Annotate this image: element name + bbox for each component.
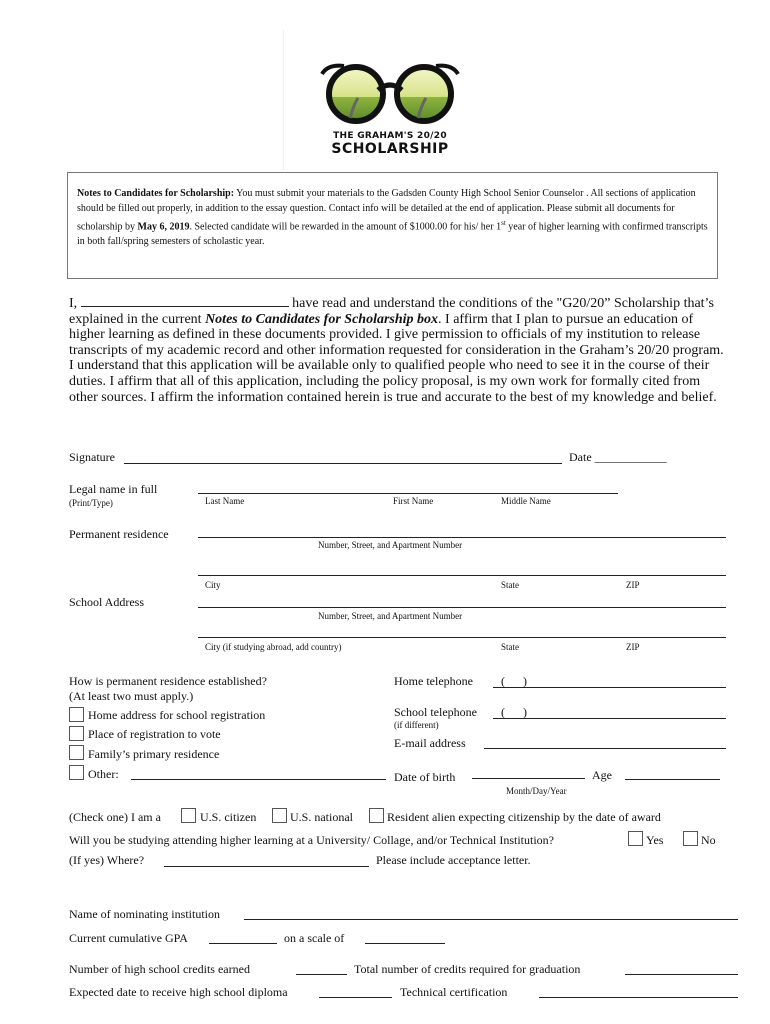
faint-divider: [283, 30, 284, 170]
school-state-label: State: [501, 642, 519, 652]
other-label: Other:: [88, 767, 119, 781]
residence-question-note: (At least two must apply.): [69, 689, 194, 703]
home-address-label: Home address for school registration: [88, 708, 266, 722]
signature-field[interactable]: [124, 463, 562, 464]
notes-deadline: May 6, 2019: [137, 221, 190, 233]
dob-field[interactable]: [472, 778, 585, 779]
us-citizen-checkbox[interactable]: [181, 808, 196, 823]
logo-line2: SCHOLARSHIP: [331, 141, 449, 157]
where-field[interactable]: [164, 866, 369, 867]
us-national-checkbox[interactable]: [272, 808, 287, 823]
permanent-street-field[interactable]: [198, 537, 726, 538]
yes-checkbox[interactable]: [628, 831, 643, 846]
affirm-bold: Notes to Candidates for Scholarship box: [205, 311, 439, 327]
credits-field[interactable]: [296, 974, 347, 975]
home-telephone-area: ( ): [501, 674, 527, 688]
logo-line1: THE GRAHAM'S 20/20: [333, 131, 447, 141]
notes-sup: st: [501, 219, 506, 227]
school-street-field[interactable]: [198, 607, 726, 608]
dob-hint: Month/Day/Year: [506, 786, 567, 796]
notes-heading: Notes to Candidates for Scholarship:: [77, 188, 235, 199]
total-credits-field[interactable]: [625, 974, 738, 975]
family-checkbox[interactable]: [69, 745, 84, 760]
school-telephone-field[interactable]: [493, 718, 726, 719]
will-study-question: Will you be studying attending higher learning at a University/ Collage, and/or Technical Institution?: [69, 833, 555, 847]
school-city-label: City (if studying abroad, add country): [205, 642, 342, 652]
other-checkbox[interactable]: [69, 765, 84, 780]
notes-text1: You must submit your materials to the Gadsden County High School Senior Counselor . All sections of application should be filled out properly, in addition to the essay question. Contact info will be detailed at the end of application. Please submit all documents for scholarship by: [77, 188, 696, 233]
date-label[interactable]: Date ____________: [569, 450, 667, 464]
scale-label: on a scale of: [284, 931, 345, 945]
permanent-city-field[interactable]: [198, 575, 726, 576]
permanent-state-label: State: [501, 580, 519, 590]
affirmation-paragraph: [69, 294, 729, 405]
us-citizen-label: U.S. citizen: [200, 810, 257, 824]
if-different-label: (if different): [394, 720, 439, 730]
nominating-field[interactable]: [244, 919, 738, 920]
glasses-icon: [320, 60, 460, 128]
legal-name-field[interactable]: [198, 493, 618, 494]
acceptance-note: Please include acceptance letter.: [376, 853, 531, 867]
home-telephone-label: Home telephone: [394, 674, 473, 688]
email-field[interactable]: [484, 748, 726, 749]
notes-text3: year of higher learning with confirmed transcripts in both fall/spring semesters of scholastic year.: [77, 221, 708, 248]
middle-name-label: Middle Name: [501, 496, 551, 506]
technical-field[interactable]: [539, 997, 738, 998]
nominating-label: Name of nominating institution: [69, 907, 220, 921]
permanent-zip-label: ZIP: [626, 580, 640, 590]
gpa-label: Current cumulative GPA: [69, 931, 188, 945]
permanent-street-hint: Number, Street, and Apartment Number: [318, 540, 463, 550]
notes-box: [67, 172, 718, 279]
affirm-part2: . I affirm that I plan to pursue an education of higher learning as defined in these documents provided. I give permission to officials of my institution to release transcripts of my academic record and other information requested for consideration in the Graham’s 20/20 program. I understand that this application will be available only to qualified people who need to see it in the course of their duties. I affirm that all of this application, including the policy proposal, is my own work for formally cited from other sources. I affirm the information contained herein is true and accurate to the best of my knowledge and belief.: [69, 311, 724, 405]
notes-text2: . Selected candidate will be rewarded in the amount of $1000.00 for his/ her 1: [189, 221, 502, 233]
school-city-field[interactable]: [198, 637, 726, 638]
gpa-field[interactable]: [209, 943, 277, 944]
resident-alien-checkbox[interactable]: [369, 808, 384, 823]
school-zip-label: ZIP: [626, 642, 640, 652]
if-yes-label: (If yes) Where?: [69, 853, 145, 867]
age-field[interactable]: [625, 779, 720, 780]
no-label: No: [701, 833, 716, 847]
legal-name-label: Legal name in full: [69, 482, 158, 496]
total-credits-label: Total number of credits required for graduation: [354, 962, 581, 976]
technical-label: Technical certification: [400, 985, 508, 999]
print-type-label: (Print/Type): [69, 498, 113, 508]
diploma-label: Expected date to receive high school diploma: [69, 985, 288, 999]
first-name-label: First Name: [393, 496, 434, 506]
email-label: E-mail address: [394, 736, 466, 750]
school-telephone-area: ( ): [501, 705, 527, 719]
age-label: Age: [592, 768, 612, 782]
residence-question: How is permanent residence established?: [69, 674, 267, 688]
us-national-label: U.S. national: [290, 810, 353, 824]
affirm-name-field[interactable]: [81, 294, 289, 307]
logo: [320, 60, 460, 160]
permanent-city-label: City: [205, 580, 221, 590]
family-label: Family’s primary residence: [88, 747, 220, 761]
school-address-label: School Address: [69, 595, 144, 609]
school-street-hint: Number, Street, and Apartment Number: [318, 611, 463, 621]
home-telephone-field[interactable]: [493, 687, 726, 688]
school-telephone-label: School telephone: [394, 705, 477, 719]
credits-label: Number of high school credits earned: [69, 962, 250, 976]
resident-alien-label: Resident alien expecting citizenship by the date of award: [387, 810, 661, 824]
permanent-residence-label: Permanent residence: [69, 527, 169, 541]
affirm-prefix: I,: [69, 296, 78, 311]
affirm-part1: have read and understand the conditions of the "G20/20” Scholarship that’s explained in the current: [69, 296, 714, 327]
other-field[interactable]: [131, 779, 386, 780]
yes-label: Yes: [646, 833, 664, 847]
signature-label: Signature: [69, 450, 115, 464]
home-address-checkbox[interactable]: [69, 707, 84, 722]
no-checkbox[interactable]: [683, 831, 698, 846]
vote-checkbox[interactable]: [69, 726, 84, 741]
check-one-label: (Check one) I am a: [69, 810, 161, 824]
scale-field[interactable]: [365, 943, 445, 944]
vote-label: Place of registration to vote: [88, 727, 221, 741]
last-name-label: Last Name: [205, 496, 245, 506]
diploma-field[interactable]: [319, 997, 392, 998]
dob-label: Date of birth: [394, 770, 456, 784]
